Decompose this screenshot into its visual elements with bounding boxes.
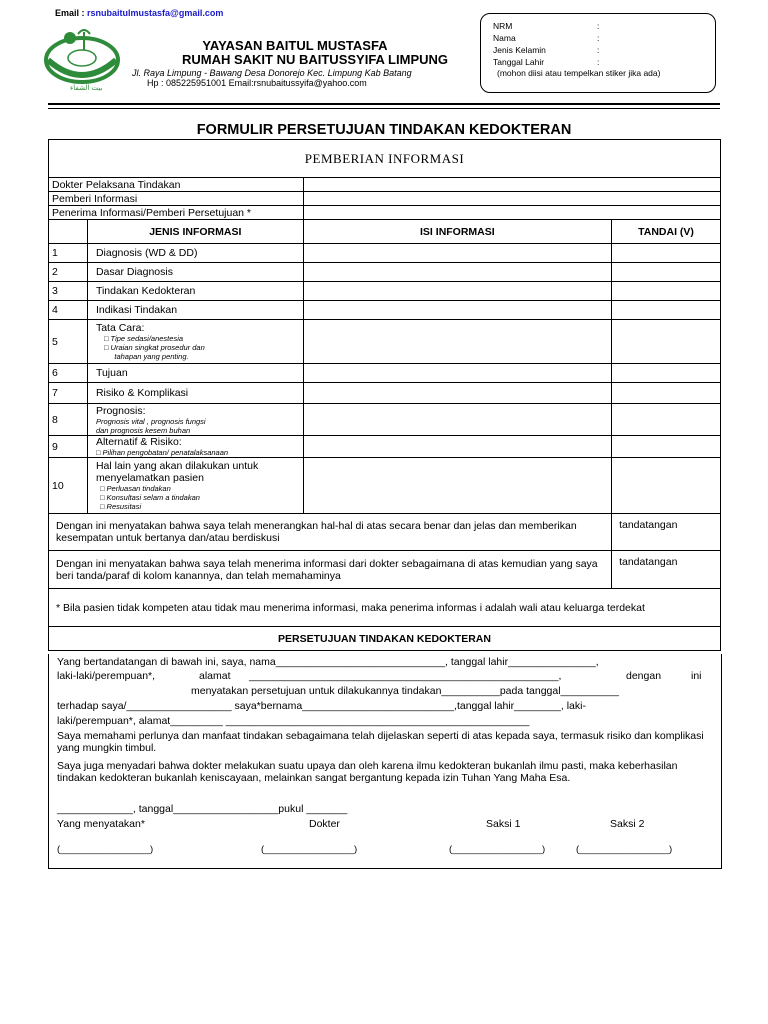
signature-blank-doctor[interactable]: (_________________) xyxy=(261,844,358,855)
consent-line-name[interactable]: Yang bertandatangan di bawah ini, saya, nama_____________________________, tanggal lahir_______________, xyxy=(57,656,599,668)
email-label: Email : xyxy=(55,8,85,18)
id-colon: : xyxy=(597,57,600,67)
row-number: 9 xyxy=(49,436,88,458)
hospital-logo xyxy=(40,28,124,94)
row-isi-cell[interactable] xyxy=(303,263,611,282)
statement-doctor: Dengan ini menyatakan bahwa saya telah menerangkan hal-hal di atas secara benar dan jelas dan memberikan kesempatan untuk bertanya dan/atau berdiskusi xyxy=(49,514,612,551)
row-sub-item: □ Perluasan tindakan xyxy=(99,484,171,493)
signature-blank-witness1[interactable]: (_________________) xyxy=(449,844,546,855)
id-field-nama: Nama xyxy=(493,33,516,43)
email-address: rsnubaitulmustasfa@gmail.com xyxy=(87,8,224,18)
party-doctor: Dokter Pelaksana Tindakan xyxy=(49,178,304,192)
header-divider xyxy=(48,103,720,105)
row-isi-cell[interactable] xyxy=(303,282,611,301)
row-number: 8 xyxy=(49,404,88,436)
consent-ini: ini xyxy=(691,670,702,682)
row-label: Tujuan xyxy=(87,364,303,383)
row-tandai-cell[interactable] xyxy=(612,263,721,282)
signature-blank-patient[interactable]: (_________________) xyxy=(57,844,154,855)
signature-patient[interactable]: tandatangan xyxy=(612,551,721,589)
row-label: Risiko & Komplikasi xyxy=(87,383,303,404)
row-sub-item: □ Konsultasi selam a tindakan xyxy=(99,493,200,502)
consent-paragraph-understanding: Saya memahami perlunya dan manfaat tindakan sebagaimana telah dijelaskan seperti di atas kepada saya, termasuk risiko dan komplikasi yang mungkin timbul. xyxy=(57,730,704,754)
row-sub-item: tahapan yang penting. xyxy=(103,352,189,361)
col-jenis-header: JENIS INFORMASI xyxy=(87,220,303,244)
party-informant-value[interactable] xyxy=(303,192,720,206)
signature-blank-witness2[interactable]: (_________________) xyxy=(576,844,673,855)
row-number: 1 xyxy=(49,244,88,263)
row-number: 2 xyxy=(49,263,88,282)
row-isi-cell[interactable] xyxy=(303,436,611,458)
id-colon: : xyxy=(597,33,600,43)
statement-patient: Dengan ini menyatakan bahwa saya telah menerima informasi dari dokter sebagaimana di atas kemudian yang saya beri tanda/paraf di kolom kanannya, dan telah memahaminya xyxy=(49,551,612,589)
consent-dengan: dengan xyxy=(626,670,662,682)
consent-paragraph-awareness: Saya juga menyadari bahwa dokter melakukan suatu upaya dan oleh karena ilmu kedokteran bukanlah ilmu pasti, maka keberhasilan tindakan kedokteran bukanlah keniscayaan, melainkan sangat bergantung kepada izin Tuhan Yang Maha Esa. xyxy=(57,760,678,784)
consent-date-line[interactable]: _____________, tanggal__________________pukul _______ xyxy=(57,803,348,815)
header-divider xyxy=(48,108,720,109)
consent-section xyxy=(48,654,722,869)
party-recipient-value[interactable] xyxy=(303,206,720,220)
row-sub-item: □ Resusitasi xyxy=(99,502,142,511)
col-tandai-header: TANDAI (V) xyxy=(612,220,721,244)
row-tandai-cell[interactable] xyxy=(612,282,721,301)
row-label: Indikasi Tindakan xyxy=(87,301,303,320)
row-isi-cell[interactable] xyxy=(303,364,611,383)
row-tandai-cell[interactable] xyxy=(612,364,721,383)
info-section-title: PEMBERIAN INFORMASI xyxy=(49,140,721,178)
row-tandai-cell[interactable] xyxy=(612,404,721,436)
consent-address-blank[interactable]: _____________________________________________________, xyxy=(249,670,562,682)
row-number: 3 xyxy=(49,282,88,301)
row-number: 5 xyxy=(49,320,88,364)
row-label: Tata Cara: xyxy=(95,322,145,334)
hospital-name: RUMAH SAKIT NU BAITUSSYIFA LIMPUNG xyxy=(181,52,449,67)
signer-patient-label: Yang menyatakan* xyxy=(57,818,145,830)
logo-caption: بيت الشفاء xyxy=(70,84,103,92)
id-field-nrm: NRM xyxy=(493,21,513,31)
row-label: Diagnosis (WD & DD) xyxy=(87,244,303,263)
row-isi-cell[interactable] xyxy=(303,320,611,364)
org-name: YAYASAN BAITUL MUSTASFA xyxy=(202,38,388,53)
row-tandai-cell[interactable] xyxy=(612,436,721,458)
row-label: Hal lain yang akan dilakukan untuk menyelamatkan pasien xyxy=(95,460,259,484)
row-isi-cell[interactable] xyxy=(303,301,611,320)
footnote: * Bila pasien tidak kompeten atau tidak mau menerima informasi, maka penerima informas i adalah wali atau keluarga terdekat xyxy=(49,589,721,627)
form-title: FORMULIR PERSETUJUAN TINDAKAN KEDOKTERAN xyxy=(196,122,572,138)
signer-doctor-label: Dokter xyxy=(309,818,340,830)
consent-line-subject[interactable]: terhadap saya/__________________ saya*bernama__________________________,tanggal lahir________, laki- xyxy=(57,700,586,712)
row-tandai-cell[interactable] xyxy=(612,301,721,320)
hospital-address: Jl. Raya Limpung - Bawang Desa Donorejo Kec. Limpung Kab Batang xyxy=(132,68,412,78)
row-sub-item: □ Tipe sedasi/anestesia xyxy=(103,334,184,343)
row-tandai-cell[interactable] xyxy=(612,458,721,514)
row-tandai-cell[interactable] xyxy=(612,244,721,263)
signer-witness1-label: Saksi 1 xyxy=(486,818,521,830)
row-sub-item: Prognosis vital , prognosis fungsi xyxy=(95,416,206,426)
row-number: 10 xyxy=(49,458,88,514)
row-label: Tindakan Kedokteran xyxy=(87,282,303,301)
patient-id-box xyxy=(480,13,716,93)
row-label: Dasar Diagnosis xyxy=(87,263,303,282)
row-number: 6 xyxy=(49,364,88,383)
row-isi-cell[interactable] xyxy=(303,383,611,404)
col-no-header xyxy=(49,220,88,244)
consent-gender: laki-laki/perempuan*, xyxy=(57,670,156,682)
party-recipient: Penerima Informasi/Pemberi Persetujuan * xyxy=(49,206,304,220)
signature-doctor[interactable]: tandatangan xyxy=(612,514,721,551)
consent-line-procedure[interactable]: menyatakan persetujuan untuk dilakukannya tindakan__________pada tanggal__________ xyxy=(191,685,619,697)
row-sub-item: □ Uraian singkat prosedur dan xyxy=(103,343,205,352)
hospital-contact: Hp : 085225951001 Email:rsnubaitussyifa@yahoo.com xyxy=(147,78,367,88)
id-field-jenis-kelamin: Jenis Kelamin xyxy=(493,45,546,55)
signer-witness2-label: Saksi 2 xyxy=(610,818,645,830)
row-tandai-cell[interactable] xyxy=(612,320,721,364)
id-field-tanggal-lahir: Tanggal Lahir xyxy=(493,57,545,67)
row-isi-cell[interactable] xyxy=(303,404,611,436)
header-email xyxy=(55,8,223,18)
party-informant: Pemberi Informasi xyxy=(49,192,304,206)
row-number: 7 xyxy=(49,383,88,404)
consent-line-subject-address[interactable]: laki/perempuan*, alamat_________ ____________________________________________________ xyxy=(57,715,530,727)
row-isi-cell[interactable] xyxy=(303,458,611,514)
row-sub-item: □ Pilihan pengobatan/ penatalaksanaan xyxy=(95,448,229,457)
consent-section-title: PERSETUJUAN TINDAKAN KEDOKTERAN xyxy=(49,627,721,651)
party-doctor-value[interactable] xyxy=(303,178,720,192)
row-isi-cell[interactable] xyxy=(303,244,611,263)
col-isi-header: ISI INFORMASI xyxy=(303,220,611,244)
row-number: 4 xyxy=(49,301,88,320)
consent-address-label: alamat xyxy=(199,670,231,682)
id-colon: : xyxy=(597,21,600,31)
row-tandai-cell[interactable] xyxy=(612,383,721,404)
row-label: Alternatif & Risiko: xyxy=(95,436,182,448)
row-label: Prognosis: xyxy=(95,404,146,417)
id-box-note: (mohon diisi atau tempelkan stiker jika ada) xyxy=(497,68,661,78)
id-colon: : xyxy=(597,45,600,55)
row-sub-item: dan prognosis kesem buhan xyxy=(95,425,191,435)
information-table xyxy=(48,139,721,651)
